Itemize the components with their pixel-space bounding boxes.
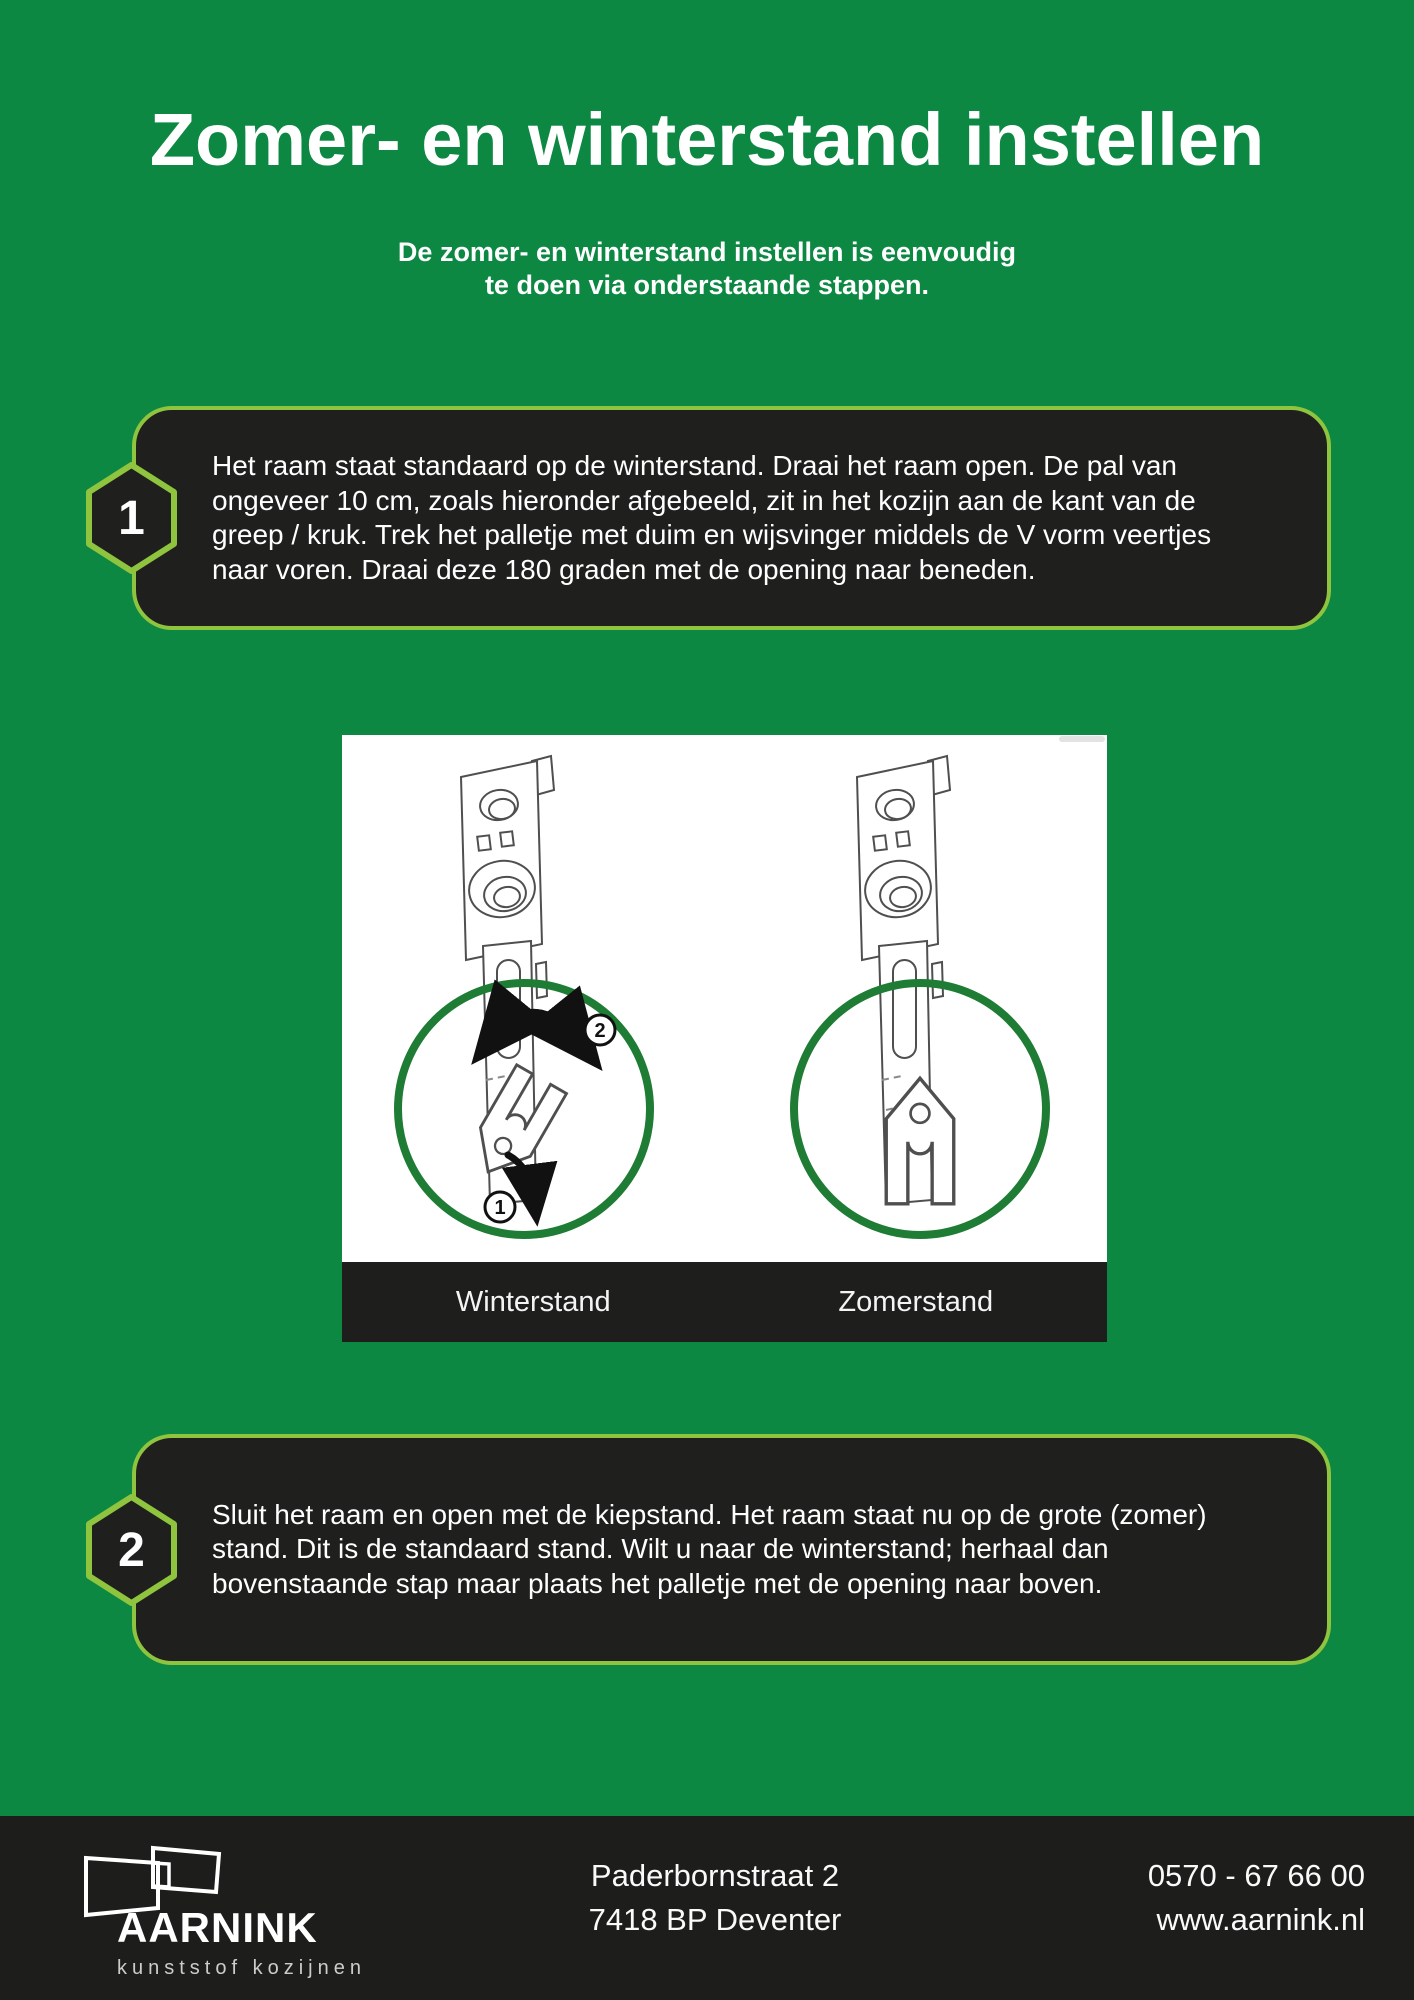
annotation-badge-2 <box>585 1015 615 1045</box>
step-2-box <box>132 1434 1331 1665</box>
footer-address <box>450 1854 980 1942</box>
step-2-line: Sluit het raam en open met de kiepstand. Het raam staat nu op de grote (zomer) <box>212 1498 1207 1530</box>
step-2-number-badge <box>84 1494 179 1606</box>
step-2-text <box>136 1498 1327 1602</box>
pal-hardware-drawing <box>342 735 1107 1262</box>
step-1-number-badge <box>84 462 179 574</box>
step-1-number: 1 <box>118 491 145 545</box>
brand-name: AARNINK <box>117 1904 318 1951</box>
brand-tagline: kunststof kozijnen <box>117 1957 366 1979</box>
svg-text:2: 2 <box>594 1020 606 1042</box>
svg-text:1: 1 <box>494 1197 506 1219</box>
step-1-text <box>136 449 1327 587</box>
address-line-1: Paderbornstraat 2 <box>590 1858 840 1893</box>
aarnink-logo <box>83 1842 403 1980</box>
step-1-box <box>132 406 1331 630</box>
subtitle-line-2: te doen via onderstaande stappen. <box>484 270 930 300</box>
instruction-figure <box>342 735 1107 1342</box>
step-1-line: naar voren. Draai deze 180 graden met de opening naar beneden. <box>212 553 1036 585</box>
subtitle-line-1: De zomer- en winterstand instellen is eenvoudig <box>397 237 1017 267</box>
step-2-number: 2 <box>118 1523 145 1577</box>
step-2-line: stand. Dit is de standaard stand. Wilt u naar de winterstand; herhaal dan <box>212 1533 1109 1565</box>
website-url: www.aarnink.nl <box>1156 1902 1365 1937</box>
step-1-line: Het raam staat standaard op de winterstand. Draai het raam open. De pal van <box>212 450 1177 481</box>
caption-winterstand: Winterstand <box>455 1285 611 1318</box>
screenshot-scrollbar-artifact <box>1059 736 1105 742</box>
page-title: Zomer- en winterstand instellen <box>149 98 1265 181</box>
footer-contact <box>1025 1854 1365 1942</box>
address-line-2: 7418 BP Deventer <box>588 1902 842 1937</box>
step-2-line: bovenstaande stap maar plaats het palletje met de opening naar boven. <box>212 1567 1103 1599</box>
phone-number: 0570 - 67 66 00 <box>1147 1858 1365 1893</box>
step-1-line: greep / kruk. Trek het palletje met duim en wijsvinger middels de V vorm veertjes <box>212 519 1212 550</box>
caption-zomerstand: Zomerstand <box>838 1285 994 1318</box>
figure-caption-strip <box>342 1262 1107 1342</box>
annotation-badge-1 <box>485 1192 515 1222</box>
step-1-line: ongeveer 10 cm, zoals hieronder afgebeeld, zit in het kozijn aan de kant van de <box>212 484 1196 516</box>
footer-bar <box>0 1816 1414 2000</box>
page-subtitle <box>0 236 1414 302</box>
